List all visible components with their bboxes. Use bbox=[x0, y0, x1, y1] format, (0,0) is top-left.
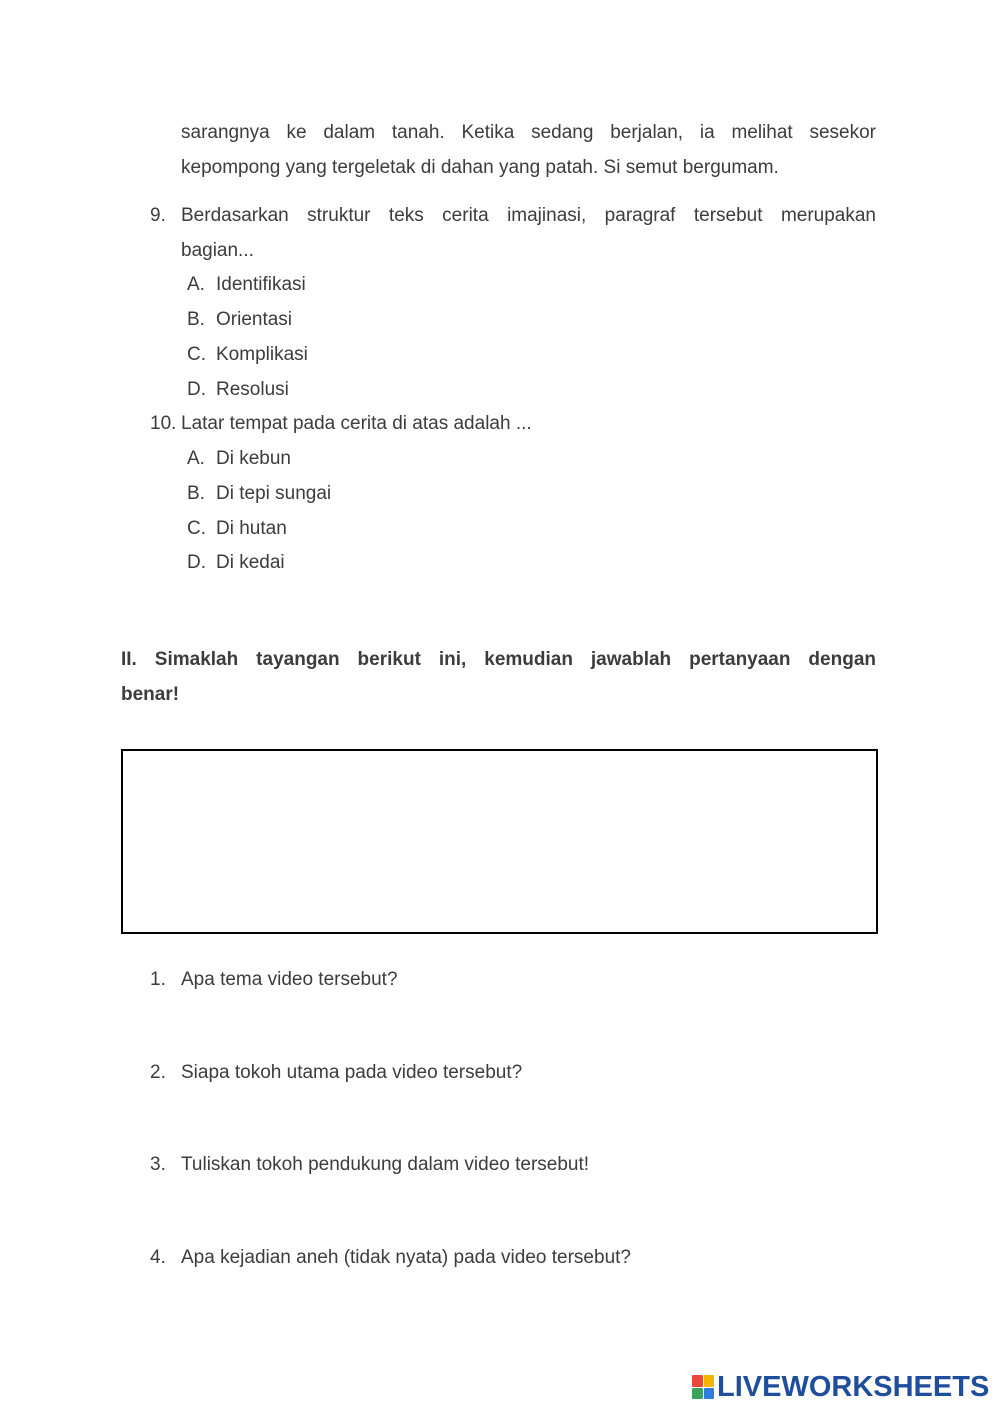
video-frame[interactable] bbox=[121, 749, 878, 934]
q10-option-c-letter: C. bbox=[187, 518, 206, 539]
q9-option-a-letter: A. bbox=[187, 274, 205, 295]
question-10-text: Latar tempat pada cerita di atas adalah ... bbox=[181, 413, 532, 434]
logo-mark-l bbox=[692, 1375, 703, 1387]
logo-mark-e bbox=[704, 1388, 715, 1400]
question-9-text-line-1: Berdasarkan struktur teks cerita imajinasi, paragraf tersebut merupakan bbox=[181, 205, 876, 226]
section-2-question-1-text: Apa tema video tersebut? bbox=[181, 969, 398, 990]
q10-option-c-text: Di hutan bbox=[216, 518, 287, 539]
section-2-question-3-text: Tuliskan tokoh pendukung dalam video tersebut! bbox=[181, 1154, 590, 1175]
section-2-question-3-number: 3. bbox=[150, 1154, 166, 1175]
logo-mark-v bbox=[692, 1388, 703, 1400]
q9-option-b-letter: B. bbox=[187, 309, 205, 330]
q10-option-b-letter: B. bbox=[187, 483, 205, 504]
passage-line-2: kepompong yang tergeletak di dahan yang patah. Si semut bergumam. bbox=[181, 157, 779, 178]
liveworksheets-logo bbox=[692, 1372, 989, 1402]
section-2-question-2-text: Siapa tokoh utama pada video tersebut? bbox=[181, 1062, 523, 1083]
q10-option-a-text: Di kebun bbox=[216, 448, 291, 469]
q9-option-a-text: Identifikasi bbox=[216, 274, 306, 295]
question-9-number: 9. bbox=[150, 205, 166, 226]
question-9-text-line-2: bagian... bbox=[181, 240, 254, 261]
section-2-heading-line-1: II. Simaklah tayangan berikut ini, kemudian jawablah pertanyaan dengan bbox=[121, 649, 876, 670]
logo-mark-i bbox=[704, 1375, 715, 1387]
q9-option-d-text: Resolusi bbox=[216, 379, 289, 400]
section-2-question-4-number: 4. bbox=[150, 1247, 166, 1268]
q9-option-d-letter: D. bbox=[187, 379, 206, 400]
q10-option-a-letter: A. bbox=[187, 448, 205, 469]
q10-option-d-letter: D. bbox=[187, 552, 206, 573]
q10-option-d-text: Di kedai bbox=[216, 552, 285, 573]
passage-line-1: sarangnya ke dalam tanah. Ketika sedang berjalan, ia melihat sesekor bbox=[181, 122, 876, 143]
q9-option-c-letter: C. bbox=[187, 344, 206, 365]
question-10-number: 10. bbox=[150, 413, 177, 434]
section-2-question-4-text: Apa kejadian aneh (tidak nyata) pada video tersebut? bbox=[181, 1247, 631, 1268]
section-2-heading-line-2: benar! bbox=[121, 684, 180, 705]
section-2-question-1-number: 1. bbox=[150, 969, 166, 990]
q9-option-c-text: Komplikasi bbox=[216, 344, 308, 365]
liveworksheets-logo-mark-icon bbox=[692, 1375, 714, 1399]
liveworksheets-logo-text: LIVEWORKSHEETS bbox=[717, 1371, 990, 1403]
q10-option-b-text: Di tepi sungai bbox=[216, 483, 332, 504]
q9-option-b-text: Orientasi bbox=[216, 309, 293, 330]
section-2-question-2-number: 2. bbox=[150, 1062, 166, 1083]
